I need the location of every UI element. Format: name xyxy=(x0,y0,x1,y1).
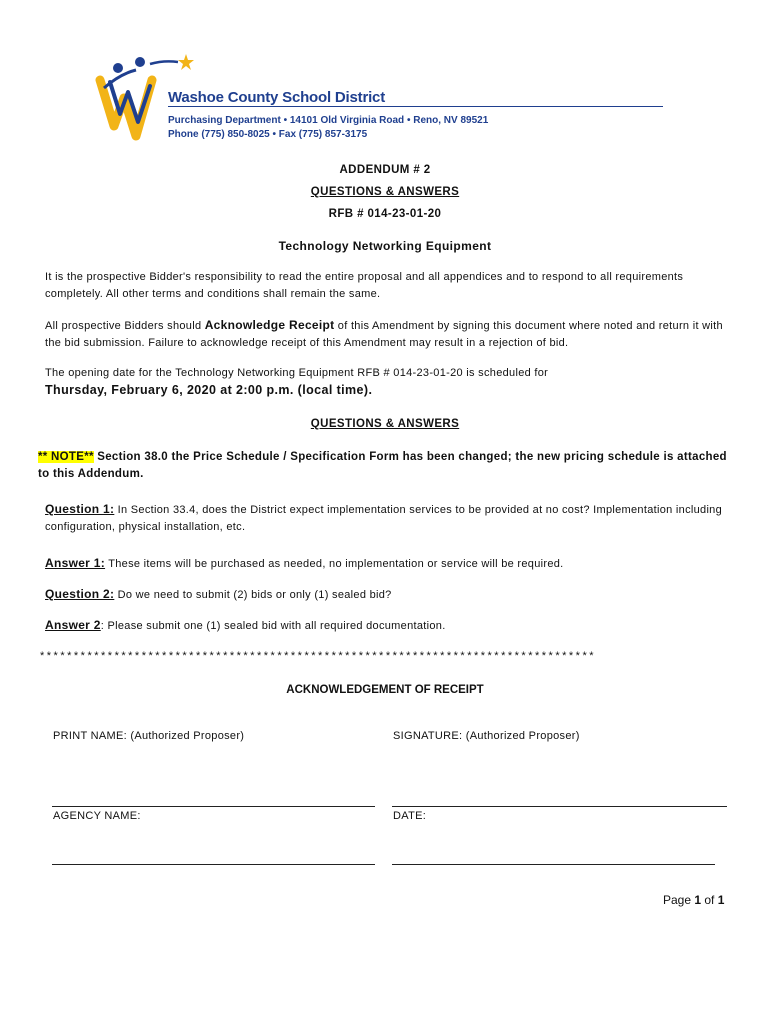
qa-heading: QUESTIONS & ANSWERS xyxy=(310,418,460,430)
answer-1-label: Answer 1: xyxy=(45,556,106,570)
question-1 xyxy=(45,501,735,536)
page-current: 1 xyxy=(694,893,702,907)
header-rule xyxy=(168,106,663,107)
qa-title: QUESTIONS & ANSWERS xyxy=(310,186,460,198)
acknowledge-receipt-phrase: Acknowledge Receipt xyxy=(204,318,335,332)
question-2 xyxy=(45,586,735,604)
para2-text-a: All prospective Bidders should xyxy=(45,320,205,332)
signature-label: SIGNATURE: (Authorized Proposer) xyxy=(393,730,580,742)
acknowledgement-heading: ACKNOWLEDGEMENT OF RECEIPT xyxy=(286,684,484,696)
intro-paragraph-1: It is the prospective Bidder's responsibility to read the entire proposal and all appendices and to respond to all requirements completely. All other terms and conditions shall remain the same. xyxy=(45,271,684,300)
answer-2-label: Answer 2 xyxy=(45,618,101,632)
answer-2 xyxy=(45,617,735,635)
question-2-text: Do we need to submit (2) bids or only (1) sealed bid? xyxy=(114,589,392,601)
qa-title-wrap xyxy=(0,186,770,198)
intro-paragraph-3: The opening date for the Technology Networking Equipment RFB # 014-23-01-20 is scheduled for xyxy=(45,367,549,379)
rfb-number: RFB # 014-23-01-20 xyxy=(328,208,442,220)
print-name-label: PRINT NAME: (Authorized Proposer) xyxy=(53,730,245,742)
answer-1-text: These items will be purchased as needed, no implementation or service will be required. xyxy=(105,558,564,570)
intro-paragraph-2 xyxy=(45,317,735,352)
print-name-line[interactable] xyxy=(52,806,375,807)
project-title: Technology Networking Equipment xyxy=(278,239,492,253)
page-total: 1 xyxy=(717,893,725,907)
page-prefix: Page xyxy=(663,893,695,907)
address-line: Purchasing Department • 14101 Old Virginia Road • Reno, NV 89521 xyxy=(168,115,489,126)
signature-line[interactable] xyxy=(392,806,727,807)
answer-1 xyxy=(45,555,735,573)
opening-date: Thursday, February 6, 2020 at 2:00 p.m. (local time). xyxy=(45,383,373,397)
answer-2-text: : Please submit one (1) sealed bid with all required documentation. xyxy=(100,620,446,632)
separator-stars: ********************************************************************************** xyxy=(40,650,597,662)
note-label: ** NOTE** xyxy=(38,451,94,463)
agency-name-label: AGENCY NAME: xyxy=(53,810,141,822)
phone-line: Phone (775) 850-8025 • Fax (775) 857-3175 xyxy=(168,129,368,140)
agency-name-line[interactable] xyxy=(52,864,375,865)
org-name: Washoe County School District xyxy=(168,89,385,106)
question-1-text: In Section 33.4, does the District expect implementation services to be provided at no cost? Implementation including configuration, physical installation, etc. xyxy=(45,504,723,533)
qa-heading-wrap xyxy=(0,418,770,430)
page-number xyxy=(663,893,724,907)
addendum-title: ADDENDUM # 2 xyxy=(339,164,431,176)
note-paragraph xyxy=(38,449,738,483)
date-line[interactable] xyxy=(392,864,715,865)
para2-text-b: of this Amendment by signing this document where noted and return it with the bid submission. Failure to acknowledge receipt of this Amendment may result in a rejection of bid. xyxy=(45,320,723,349)
date-label: DATE: xyxy=(393,810,427,822)
note-text: Section 38.0 the Price Schedule / Specification Form has been changed; the new pricing schedule is attached to this Addendum. xyxy=(38,451,727,480)
question-2-label: Question 2: xyxy=(45,587,115,601)
question-1-label: Question 1: xyxy=(45,502,115,516)
page-of: of xyxy=(701,893,718,907)
